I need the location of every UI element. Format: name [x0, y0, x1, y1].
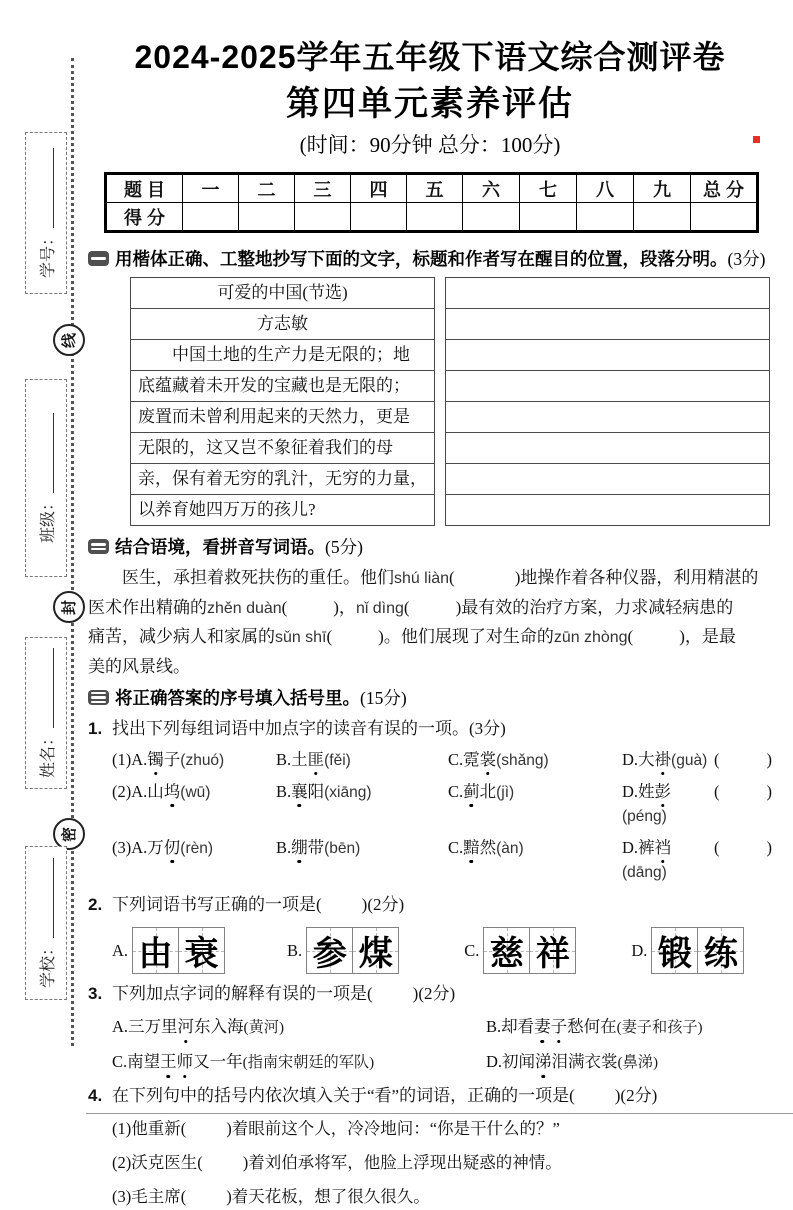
copy-line: 废置而未曾利用起来的天然力，更是 [131, 401, 434, 432]
option: D.裤裆(dāng) [622, 838, 672, 881]
question-4-item-1: (1)他重新( )着眼前这个人，冷冷地问：“你是干什么的？” [112, 1119, 560, 1138]
copy-answer-box [445, 277, 770, 526]
section-three-score: (15分) [360, 688, 407, 708]
score-blank-cell [520, 203, 577, 232]
section-one-title: 用楷体正确、工整地抄写下面的文字，标题和作者写在醒目的位置，段落分明。(3分) [115, 249, 766, 269]
seal-feng-circle [53, 591, 85, 623]
copy-line: 以养育她四万万的孩儿? [131, 494, 434, 525]
pinyin-line: 美的风景线。 [88, 656, 190, 676]
seal-line-circle [53, 324, 85, 356]
question-3-number: 3. [88, 984, 103, 1003]
seal-mi-text: 密 [62, 826, 79, 842]
copy-blank-row [446, 308, 769, 339]
score-header-cell: 三 [295, 174, 351, 203]
score-header-cell: 五 [407, 174, 463, 203]
school-label: 学校： [39, 940, 57, 989]
score-blank-cell [351, 203, 407, 232]
score-blank-cell [577, 203, 634, 232]
character-grid: 锻 练 [651, 927, 744, 974]
question-3 [88, 982, 772, 1006]
option-d: D. 锻 练 [631, 927, 744, 974]
name-field [25, 637, 67, 789]
option: (2)A.山坞(wū) [112, 780, 276, 829]
option: (1)A.镯子(zhuó) [112, 748, 276, 773]
class-label: 班级： [39, 495, 57, 544]
section-two-header [88, 536, 772, 558]
score-table-score-row [106, 203, 758, 232]
copy-blank-row [446, 463, 769, 494]
page-title: 2024-2025学年五年级下语文综合测评卷 [134, 39, 726, 75]
main-content [88, 34, 772, 1210]
option: B.襄阳(xiāng) [276, 780, 448, 829]
score-header-cell: 二 [239, 174, 295, 203]
character-grid: 由 衰 [132, 927, 225, 974]
copy-line: 可爱的中国(节选) [217, 283, 348, 302]
option: C.黯然(àn) [448, 836, 622, 885]
page-bottom-rule [86, 1113, 793, 1114]
class-blank [39, 413, 54, 493]
copy-blank-row [446, 432, 769, 463]
name-blank [39, 648, 54, 728]
copy-area [130, 277, 772, 526]
question-2-stem: 下列词语书写正确的一项是( )(2分) [112, 895, 405, 914]
section-one-icon [88, 251, 109, 266]
score-table-header-row [106, 174, 758, 203]
name-label: 姓名： [39, 730, 57, 779]
score-table [104, 172, 759, 233]
student-id-blank [39, 148, 54, 228]
option: D.大褂(guà) [622, 748, 714, 773]
copy-blank-row [446, 494, 769, 525]
copy-blank-row [446, 278, 769, 308]
school-blank [39, 858, 54, 938]
answer-blank: ( ) [714, 838, 772, 857]
section-two-icon [88, 539, 109, 554]
section-one-header [88, 248, 772, 270]
character-grid: 慈 祥 [483, 927, 576, 974]
section-three-header [88, 687, 772, 709]
option-b: B. 参 煤 [287, 927, 399, 974]
question-3-row-2 [88, 1049, 772, 1076]
score-blank-cell [463, 203, 520, 232]
question-1 [88, 717, 772, 741]
pinyin-line: 痛苦，减少病人和家属的sǔn shī( )。他们展现了对生命的zūn zhòng( )，是最 [88, 627, 736, 646]
question-1-number: 1. [88, 719, 103, 738]
option: C.霓裳(shǎng) [448, 748, 622, 773]
option: B.绷带(bēn) [276, 836, 448, 885]
option: C.蓟北(jì) [448, 780, 622, 829]
option: B.却看妻子愁何在(妻子和孩子) [486, 1014, 703, 1041]
score-header-cell: 六 [463, 174, 520, 203]
question-3-stem: 下列加点字词的解释有误的一项是( )(2分) [112, 984, 456, 1003]
option-c: C. 慈 祥 [464, 927, 576, 974]
question-1-row-3 [88, 836, 772, 885]
score-blank-cell [634, 203, 691, 232]
class-field [25, 379, 67, 577]
time-score-line: (时间：90分钟 总分：100分) [299, 133, 561, 157]
question-1-row-1 [88, 748, 772, 773]
character-grid: 参 煤 [306, 927, 399, 974]
pinyin-line: 医术作出精确的zhěn duàn( )，nǐ dìng( )最有效的治疗方案，力求减轻病患的 [88, 597, 734, 617]
question-2-options [112, 927, 772, 974]
copy-line: 底蕴藏着未开发的宝藏也是无限的； [131, 370, 434, 401]
student-id-field [25, 132, 67, 294]
section-one-score: (3分) [727, 249, 766, 269]
score-header-cell: 一 [183, 174, 239, 203]
score-header-cell: 八 [577, 174, 634, 203]
score-blank-cell [407, 203, 463, 232]
question-4 [88, 1084, 772, 1108]
copy-blank-row [446, 370, 769, 401]
copy-line: 方志敏 [131, 308, 434, 339]
score-header-cell: 四 [351, 174, 407, 203]
option: (3)A.万仞(rèn) [112, 836, 276, 885]
copy-line: 亲，保有着无穷的乳汁，无穷的力量， [131, 463, 434, 494]
question-4-number: 4. [88, 1086, 103, 1105]
score-header-cell: 九 [634, 174, 691, 203]
question-4-item-2: (2)沃克医生( )着刘伯承将军，他脸上浮现出疑惑的神情。 [112, 1153, 562, 1172]
score-header-cell: 题 目 [106, 174, 183, 203]
answer-blank: ( ) [714, 782, 772, 801]
question-1-stem: 找出下列每组词语中加点字的读音有误的一项。(3分) [112, 719, 506, 738]
score-header-cell: 七 [520, 174, 577, 203]
option: D.姓彭(péng) [622, 782, 672, 825]
score-row-label: 得 分 [106, 203, 183, 232]
option: A.三万里河东入海(黄河) [112, 1014, 486, 1041]
question-4-item-3: (3)毛主席( )着天花板，想了很久很久。 [112, 1187, 430, 1206]
score-blank-cell [239, 203, 295, 232]
school-field [25, 846, 67, 1000]
student-id-label: 学号： [39, 230, 57, 279]
section-three-icon [88, 690, 109, 705]
seal-feng-text: 封 [62, 599, 79, 615]
copy-source-box [130, 277, 435, 526]
score-blank-cell [691, 203, 758, 232]
pinyin-line: 医生，承担着救死扶伤的重任。他们shú liàn( )地操作着各种仪器，利用精湛的 [122, 568, 759, 587]
seal-line-text: 线 [62, 332, 79, 348]
question-2 [88, 893, 772, 917]
page-subtitle-unit: 第四单元素养评估 [286, 85, 574, 123]
score-header-cell: 总 分 [691, 174, 758, 203]
section-two-title: 结合语境，看拼音写词语。(5分) [115, 537, 363, 557]
section-two-score: (5分) [325, 537, 363, 557]
copy-line: 中国土地的生产力是无限的；地 [131, 339, 434, 370]
copy-blank-row [446, 339, 769, 370]
question-3-row-1 [88, 1014, 772, 1041]
option: C.南望王师又一年(指南宋朝廷的军队) [112, 1049, 486, 1076]
section-three-title: 将正确答案的序号填入括号里。(15分) [115, 688, 407, 708]
option: D.初闻涕泪满衣裳(鼻涕) [486, 1049, 658, 1076]
copy-blank-row [446, 401, 769, 432]
question-1-row-2 [88, 780, 772, 829]
score-blank-cell [295, 203, 351, 232]
answer-blank: ( ) [714, 750, 772, 769]
binding-dotted-line [71, 58, 74, 1046]
copy-line: 无限的，这又岂不象征着我们的母 [131, 432, 434, 463]
pinyin-paragraph [88, 564, 772, 681]
option: B.土匪(fěi) [276, 748, 448, 773]
option-a: A. 由 衰 [112, 927, 225, 974]
score-blank-cell [183, 203, 239, 232]
question-4-stem: 在下列句中的括号内依次填入关于“看”的词语，正确的一项是( )(2分) [112, 1086, 658, 1105]
question-2-number: 2. [88, 895, 103, 914]
